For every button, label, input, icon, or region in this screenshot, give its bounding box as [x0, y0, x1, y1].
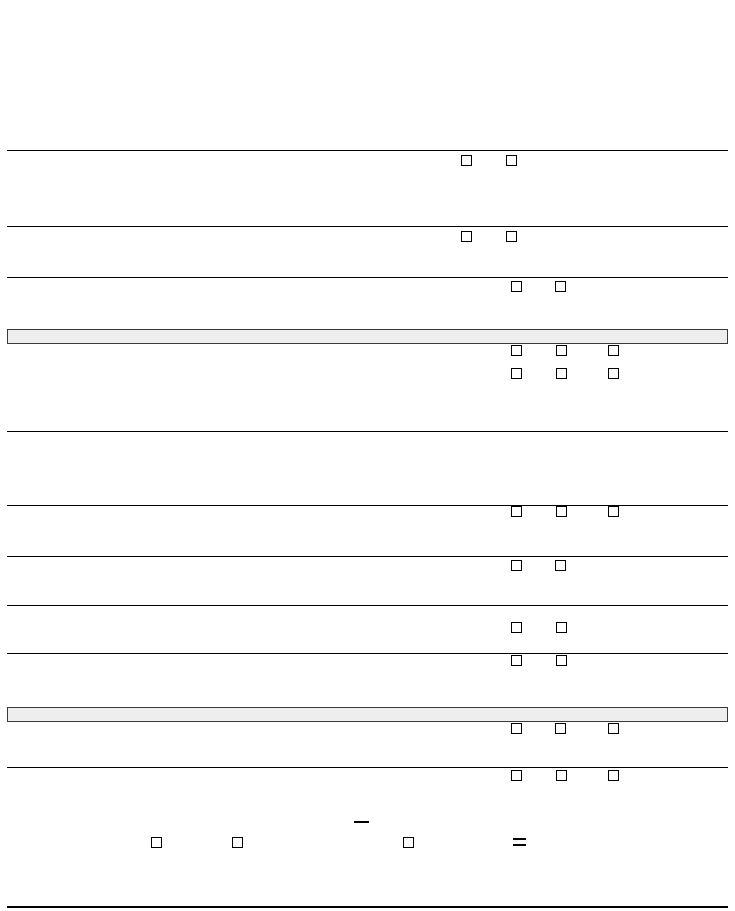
checkbox-row-12-checkbox-1[interactable]: [151, 837, 162, 848]
checkbox-row-10-checkbox-3[interactable]: [608, 723, 619, 734]
rule-3: [7, 277, 728, 278]
rule-5: [7, 505, 728, 506]
checkbox-row-11-checkbox-2[interactable]: [556, 770, 567, 781]
rule-2: [7, 226, 728, 227]
rule-4: [7, 431, 728, 432]
rule-6: [7, 556, 728, 557]
checkbox-row-10-checkbox-2[interactable]: [555, 723, 566, 734]
dash-mark: [354, 821, 369, 823]
checkbox-row-5-checkbox-1[interactable]: [511, 368, 522, 379]
equals-mark-top: [513, 838, 526, 840]
checkbox-row-1-checkbox-2[interactable]: [506, 155, 517, 166]
checkbox-row-10-checkbox-1[interactable]: [511, 723, 522, 734]
checkbox-row-9-checkbox-2[interactable]: [556, 655, 567, 666]
checkbox-row-4-checkbox-1[interactable]: [511, 345, 522, 356]
rule-1: [7, 150, 728, 151]
checkbox-row-6-checkbox-2[interactable]: [556, 506, 567, 517]
checkbox-row-6-checkbox-3[interactable]: [608, 506, 619, 517]
checkbox-row-7-checkbox-2[interactable]: [555, 560, 566, 571]
checkbox-row-4-checkbox-3[interactable]: [608, 345, 619, 356]
checkbox-row-8-checkbox-2[interactable]: [556, 622, 567, 633]
checkbox-row-2-checkbox-2[interactable]: [506, 231, 517, 242]
checkbox-row-6-checkbox-1[interactable]: [511, 506, 522, 517]
checkbox-row-3-checkbox-2[interactable]: [555, 281, 566, 292]
rule-9: [7, 767, 728, 768]
checkbox-row-11-checkbox-1[interactable]: [511, 770, 522, 781]
checkbox-row-2-checkbox-1[interactable]: [461, 231, 472, 242]
rule-8: [7, 653, 728, 654]
checkbox-row-12-checkbox-2[interactable]: [232, 837, 243, 848]
checkbox-row-5-checkbox-2[interactable]: [556, 368, 567, 379]
checkbox-row-4-checkbox-2[interactable]: [556, 345, 567, 356]
rule-bottom: [7, 906, 728, 908]
checkbox-row-5-checkbox-3[interactable]: [608, 368, 619, 379]
checkbox-row-1-checkbox-1[interactable]: [461, 155, 472, 166]
checkbox-row-9-checkbox-1[interactable]: [511, 655, 522, 666]
section-bar-1: [7, 329, 728, 344]
equals-mark-bottom: [513, 844, 526, 846]
checkbox-row-12-checkbox-3[interactable]: [403, 837, 414, 848]
checkbox-row-3-checkbox-1[interactable]: [511, 281, 522, 292]
checkbox-row-11-checkbox-3[interactable]: [608, 770, 619, 781]
section-bar-2: [7, 707, 728, 722]
checkbox-row-8-checkbox-1[interactable]: [511, 622, 522, 633]
rule-7: [7, 605, 728, 606]
checkbox-row-7-checkbox-1[interactable]: [511, 560, 522, 571]
